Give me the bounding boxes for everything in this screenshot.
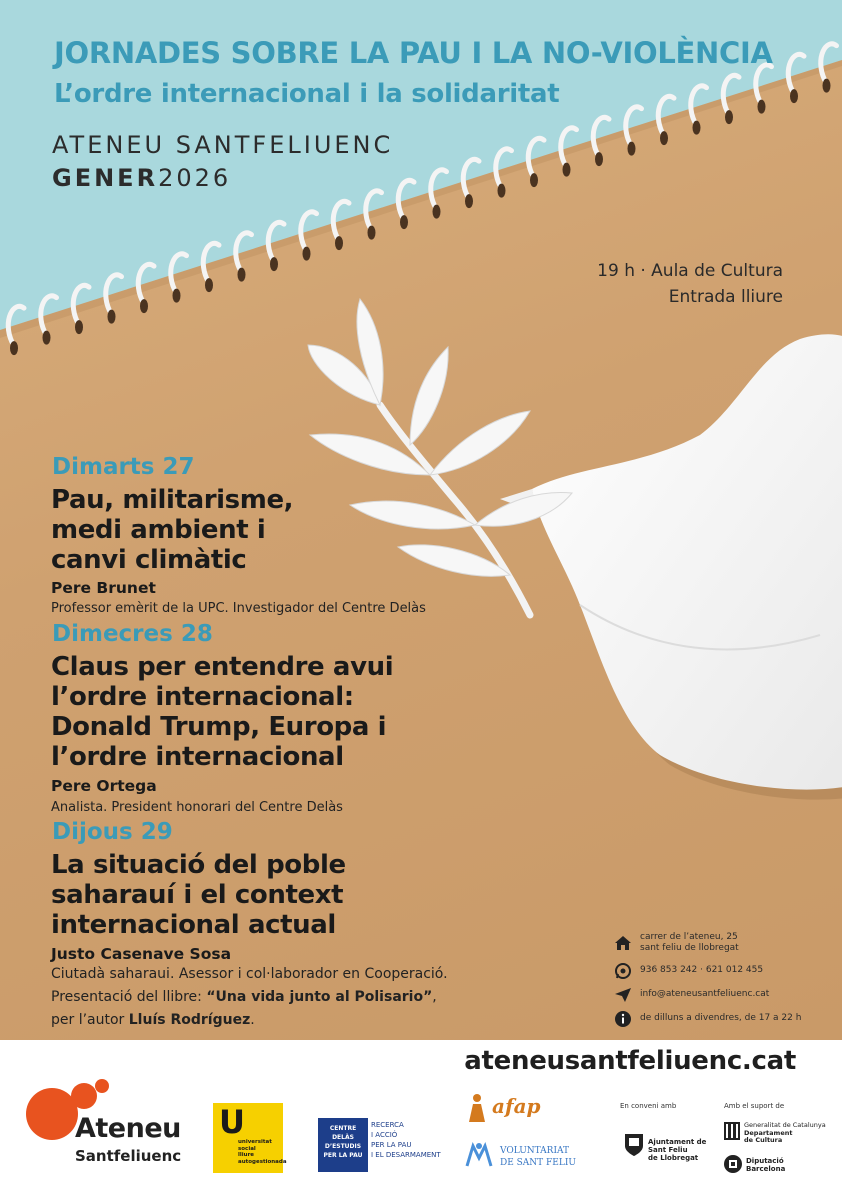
spiral-ring [138, 264, 154, 300]
spiral-ring [528, 138, 544, 174]
home-icon [612, 932, 634, 954]
diputacio-logo-icon [724, 1155, 742, 1173]
entry-info: Entrada lliure [668, 287, 783, 307]
spiral-ring [788, 54, 804, 90]
spiral-hole [530, 173, 538, 187]
ateneu-logo-subtitle: Santfeliuenc [75, 1147, 182, 1165]
spiral-hole [238, 268, 246, 282]
whatsapp-icon [612, 960, 634, 982]
delas-box-line: D’ESTUDIS [324, 1143, 362, 1150]
spiral-hole [368, 226, 376, 240]
spiral-hole [465, 194, 473, 208]
afap-logo-text: afap [492, 1094, 541, 1118]
spiral-ring [73, 285, 89, 321]
contact-email[interactable] [612, 984, 769, 1006]
ajuntament-shield-icon [623, 1132, 645, 1158]
session-day: Dijous 29 [52, 819, 173, 845]
spiral-ring [171, 254, 187, 290]
author-label: per l’autor [51, 1012, 129, 1028]
event-month: GENER [52, 164, 159, 192]
spiral-ring [41, 296, 57, 332]
universitat-logo [213, 1103, 287, 1173]
universitat-text-line: lliure [238, 1152, 255, 1158]
session-speaker-role: Ciutadà saharaui. Asessor i col·laborador en Cooperació. [51, 966, 448, 982]
spiral-hole [43, 331, 51, 345]
spiral-hole [498, 184, 506, 198]
spiral-hole [823, 79, 831, 93]
spiral-hole [693, 121, 701, 135]
spiral-hole [205, 278, 213, 292]
book-presentation [51, 989, 437, 1005]
spiral-ring [821, 44, 837, 80]
spiral-hole [660, 131, 668, 145]
event-title: JORNADES SOBRE LA PAU I LA NO-VIOLÈNCIA [54, 36, 773, 70]
spiral-ring [431, 170, 447, 206]
spiral-ring [723, 75, 739, 111]
delas-box-line: PER LA PAU [323, 1152, 363, 1159]
session-title-line: l’ordre internacional [51, 742, 344, 772]
spiral-ring [333, 201, 349, 237]
generalitat-logo-icon [724, 1122, 740, 1140]
universitat-text-line: universitat [238, 1139, 272, 1145]
event-date [52, 164, 231, 192]
spiral-hole [563, 163, 571, 177]
spiral-ring [203, 243, 219, 279]
ateneu-logo-name: Ateneu [75, 1113, 181, 1144]
spiral-ring [658, 96, 674, 132]
universitat-logo-letter: U [219, 1103, 245, 1141]
spiral-ring [106, 275, 122, 311]
spiral-hole [10, 341, 18, 355]
spiral-ring [593, 117, 609, 153]
spiral-ring [398, 180, 414, 216]
generalitat-text-line: Generalitat de Catalunya [744, 1121, 826, 1129]
address-line-1: carrer de l’ateneu, 25 [640, 932, 738, 942]
spiral-hole [628, 142, 636, 156]
book-presentation-label: Presentació del llibre: [51, 989, 207, 1005]
author-punctuation: . [250, 1012, 255, 1028]
diputacio-text-line: Barcelona [746, 1165, 786, 1173]
suport-label: Amb el suport de [724, 1102, 785, 1110]
generalitat-text-line: Departament [744, 1128, 793, 1137]
generalitat-text-line: de Cultura [744, 1136, 783, 1144]
diputacio-text [746, 1157, 785, 1173]
voluntariat-logo-text [500, 1145, 576, 1169]
centre-delas-text [371, 1120, 441, 1160]
voluntariat-text-line: VOLUNTARIAT [500, 1146, 570, 1156]
spiral-hole [595, 152, 603, 166]
spiral-hole [140, 299, 148, 313]
session-day: Dimecres 28 [52, 621, 213, 647]
spiral-ring [268, 222, 284, 258]
book-title: “Una vida junto al Polisario” [206, 989, 433, 1005]
session-title-line: Donald Trump, Europa i [51, 712, 387, 742]
email-address[interactable]: info@ateneusantfeliuenc.cat [640, 989, 770, 999]
event-subtitle: L’ordre internacional i la solidaritat [54, 79, 560, 109]
conveni-label: En conveni amb [620, 1102, 677, 1110]
ajuntament-text-line: Sant Feliu [648, 1146, 688, 1154]
spiral-ring [301, 212, 317, 248]
session-title-line: Claus per entendre avui [51, 652, 394, 682]
session-speaker: Pere Ortega [51, 777, 157, 795]
session-title [51, 485, 293, 575]
universitat-text-line: social [238, 1145, 256, 1152]
session-title-line: saharauí i el context [51, 880, 344, 910]
universitat-text-line: autogestionada [238, 1158, 287, 1165]
book-author [51, 1012, 255, 1028]
contact-address [612, 932, 739, 954]
centre-delas-logo [318, 1118, 368, 1172]
spiral-hole [433, 205, 441, 219]
afap-logo-figure-icon [463, 1092, 491, 1124]
spiral-hole [173, 289, 181, 303]
opening-hours: de dilluns a divendres, de 17 a 22 h [640, 1013, 802, 1023]
session-title-line: medi ambient i [51, 515, 266, 545]
spiral-hole [270, 257, 278, 271]
delas-text-line: RECERCA [371, 1121, 404, 1129]
ajuntament-text-line: de Llobregat [648, 1154, 699, 1162]
session-title [51, 850, 346, 940]
contact-phone [612, 960, 763, 982]
phone-numbers: 936 853 242 · 621 012 455 [640, 965, 764, 975]
spiral-hole [75, 320, 83, 334]
session-title [51, 652, 393, 772]
venue-name: ATENEU SANTFELIUENC [52, 131, 394, 159]
diputacio-text-line: Diputació [746, 1157, 784, 1165]
ajuntament-text [648, 1138, 706, 1162]
session-title-line: l’ordre internacional: [51, 682, 354, 712]
info-icon [612, 1008, 634, 1030]
spiral-hole [790, 89, 798, 103]
session-speaker-role: Analista. President honorari del Centre Delàs [51, 800, 343, 815]
spiral-ring [561, 128, 577, 164]
delas-box-line: CENTRE DELÀS [329, 1125, 357, 1141]
website-link[interactable]: ateneusantfeliuenc.cat [464, 1046, 796, 1076]
session-title-line: canvi climàtic [51, 545, 247, 575]
address-line-2: sant feliu de llobregat [640, 943, 739, 953]
send-icon [612, 984, 634, 1006]
session-speaker: Pere Brunet [51, 579, 156, 597]
generalitat-text [744, 1122, 826, 1145]
voluntariat-logo-icon [463, 1140, 495, 1170]
delas-text-line: PER LA PAU [371, 1141, 412, 1149]
spiral-hole [335, 236, 343, 250]
session-title-line: Pau, militarisme, [51, 485, 294, 515]
delas-text-line: I EL DESARMAMENT [371, 1151, 441, 1159]
spiral-ring [8, 306, 24, 342]
spiral-ring [463, 159, 479, 195]
spiral-ring [691, 86, 707, 122]
delas-text-line: I ACCIÓ [371, 1131, 398, 1139]
ajuntament-text-line: Ajuntament de [648, 1138, 707, 1146]
spiral-hole [108, 310, 116, 324]
session-day: Dimarts 27 [52, 454, 195, 480]
session-speaker-role: Professor emèrit de la UPC. Investigador del Centre Delàs [51, 601, 426, 616]
author-name: Lluís Rodríguez [128, 1012, 251, 1028]
spiral-hole [725, 110, 733, 124]
spiral-hole [758, 100, 766, 114]
spiral-ring [236, 233, 252, 269]
time-and-place: 19 h · Aula de Cultura [597, 261, 783, 281]
spiral-ring [756, 65, 772, 101]
contact-hours [612, 1008, 801, 1030]
spiral-hole [303, 247, 311, 261]
session-title-line: La situació del poble [51, 850, 346, 880]
book-punctuation: , [432, 989, 437, 1005]
session-speaker: Justo Casenave Sosa [51, 945, 232, 963]
spiral-ring [496, 149, 512, 185]
spiral-ring [366, 191, 382, 227]
spiral-ring [626, 107, 642, 143]
event-year: 2026 [158, 164, 232, 192]
voluntariat-text-line: DE SANT FELIU [500, 1158, 576, 1168]
session-title-line: internacional actual [51, 910, 336, 940]
spiral-hole [400, 215, 408, 229]
